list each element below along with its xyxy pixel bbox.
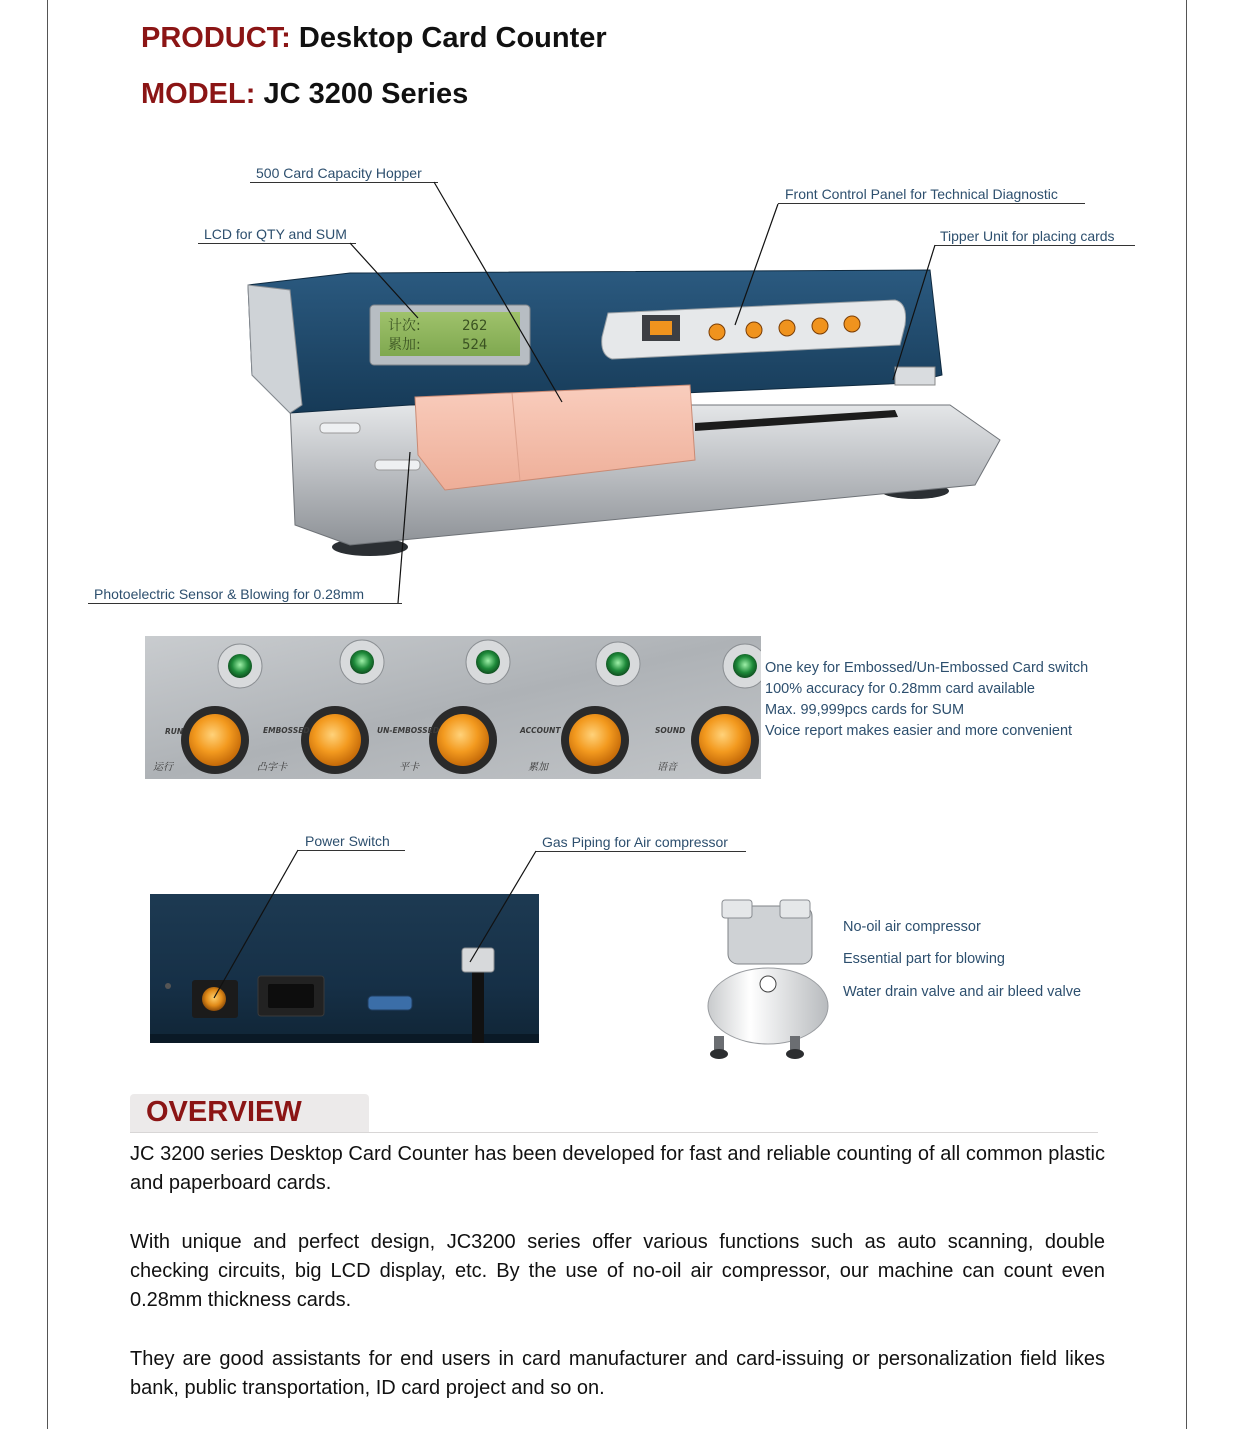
model-label: MODEL:	[141, 78, 256, 110]
overview-rule	[130, 1132, 1098, 1133]
overview-paragraph-3: They are good assistants for end users in card manufacturer and card-issuing or personalization field likes bank, public transportation, ID card project and so on.	[130, 1348, 1105, 1399]
panel-features-list	[765, 658, 1088, 742]
button-label-cn: 累加	[528, 762, 548, 773]
button-label-cn: 语音	[657, 762, 677, 773]
callout-power-switch-text: Power Switch	[305, 833, 390, 849]
leader-line-power	[214, 850, 298, 998]
orange-button	[569, 714, 621, 766]
led-indicator	[733, 654, 757, 678]
callout-hopper-text: 500 Card Capacity Hopper	[256, 165, 422, 181]
compressor-feature-item: No-oil air compressor	[843, 919, 981, 935]
panel-feature-item: One key for Embossed/Un-Embossed Card switch	[765, 660, 1089, 676]
button-label-en: RUN	[165, 727, 184, 736]
leader-line-front-panel	[735, 204, 778, 325]
button-label-en: SOUND	[655, 726, 686, 735]
button-label-en: EMBOSSED	[263, 726, 310, 735]
callout-front-panel-text: Front Control Panel for Technical Diagnostic	[785, 186, 1058, 202]
orange-button	[189, 714, 241, 766]
led-indicator	[476, 650, 500, 674]
button-label-cn: 凸字卡	[257, 762, 287, 773]
panel-feature-item: Max. 99,999pcs cards for SUM	[765, 702, 965, 718]
led-indicator	[606, 652, 630, 676]
button-label-en: ACCOUNT	[520, 726, 561, 735]
panel-feature-item: Voice report makes easier and more convenient	[765, 723, 1073, 739]
button-label-en: UN-EMBOSSED	[377, 726, 440, 735]
overview-heading: OVERVIEW	[130, 1094, 369, 1133]
compressor-feature-item: Water drain valve and air bleed valve	[843, 984, 1082, 1000]
lcd-line-2-label: 累加:	[388, 337, 421, 353]
panel-feature-item: 100% accuracy for 0.28mm card available	[765, 681, 1035, 697]
model-value: JC 3200 Series	[263, 78, 469, 110]
control-panel-closeup-image	[145, 636, 761, 779]
lcd-line-1-label: 计次:	[388, 318, 421, 334]
callout-tipper-text: Tipper Unit for placing cards	[940, 228, 1115, 244]
overview-paragraph-2: With unique and perfect design, JC3200 series offer various functions such as auto scanning, double checking circuits, big LCD display, etc. By the use of no-oil air compressor, our machine can count even 0.28mm thickness cards.	[130, 1231, 1105, 1311]
orange-button	[437, 714, 489, 766]
callout-lcd-text: LCD for QTY and SUM	[204, 226, 347, 242]
air-compressor-image	[700, 898, 835, 1060]
orange-button	[699, 714, 751, 766]
led-indicator	[228, 654, 252, 678]
compressor-head	[780, 900, 810, 918]
leader-line-tipper	[893, 245, 935, 380]
leader-line-hopper	[434, 182, 562, 402]
compressor-feature-item: Essential part for blowing	[843, 951, 1005, 967]
button-label-cn: 平卡	[399, 762, 419, 773]
lcd-line-2-value: 524	[462, 337, 488, 353]
led-indicator	[350, 650, 374, 674]
leader-line-gas	[470, 851, 536, 962]
overview-paragraph-1: JC 3200 series Desktop Card Counter has been developed for fast and reliable counting of all common plastic and paperboard cards.	[130, 1143, 1105, 1194]
callout-sensor-text: Photoelectric Sensor & Blowing for 0.28mm	[94, 586, 365, 602]
callout-gas-piping-text: Gas Piping for Air compressor	[542, 834, 728, 850]
orange-button	[309, 714, 361, 766]
compressor-head	[722, 900, 752, 918]
leader-line-lcd	[350, 243, 418, 318]
button-label-cn: 运行	[153, 762, 173, 773]
product-value: Desktop Card Counter	[298, 22, 607, 54]
product-label: PRODUCT:	[141, 22, 291, 54]
pressure-gauge	[760, 976, 776, 992]
compressor-wheel	[786, 1049, 804, 1059]
leader-lines-main	[0, 0, 1237, 620]
compressor-wheel	[710, 1049, 728, 1059]
leader-line-sensor	[398, 452, 410, 603]
lcd-line-1-value: 262	[462, 318, 488, 334]
